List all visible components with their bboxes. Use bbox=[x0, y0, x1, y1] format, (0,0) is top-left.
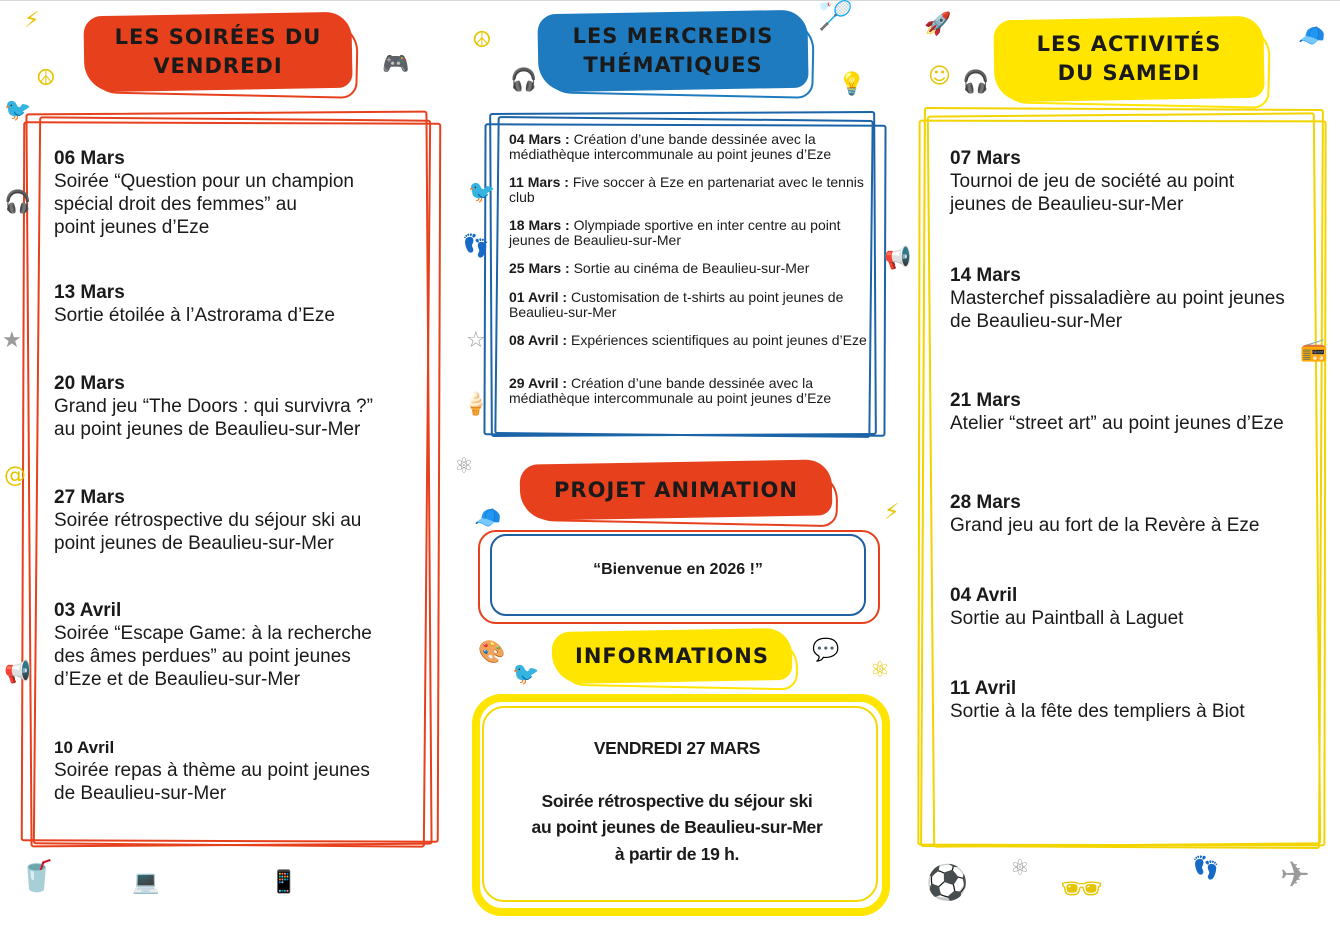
drink-icon: 🥤 bbox=[18, 859, 56, 894]
header-samedi bbox=[994, 18, 1264, 100]
header-projet-text: PROJET ANIMATION bbox=[554, 477, 798, 502]
event-date: 21 Mars bbox=[950, 390, 1021, 411]
event-text: Atelier “street art” au point jeunes d’Eze bbox=[950, 413, 1284, 434]
event-text: Soirée “Question pour un champion spécial droit des femmes” au point jeunes d’Eze bbox=[54, 171, 354, 238]
event-vendredi-3 bbox=[54, 372, 424, 441]
header-informations-text: INFORMATIONS bbox=[575, 643, 769, 668]
at-icon: @ bbox=[4, 463, 26, 488]
event-text: Création d’une bande dessinée avec la médiathèque intercommunale au point jeunes d’Eze bbox=[509, 131, 832, 162]
mp3-player-icon: 📻 bbox=[1300, 338, 1328, 363]
headphones-icon: 🎧 bbox=[962, 70, 990, 95]
header-projet bbox=[520, 462, 832, 518]
sunglasses-icon: 🕶 bbox=[1060, 869, 1104, 909]
event-text: Tournoi de jeu de société au point jeunes de Beaulieu-sur-Mer bbox=[950, 171, 1235, 215]
informations-date: VENDREDI 27 MARS bbox=[593, 738, 761, 758]
projet-text: “Bienvenue en 2026 !” bbox=[593, 561, 763, 578]
lightning-icon: ⚡ bbox=[884, 500, 900, 525]
event-date: 11 Mars : bbox=[509, 174, 569, 190]
cap-icon: 🧢 bbox=[1298, 24, 1326, 49]
informations-line-2: au point jeunes de Beaulieu-sur-Mer bbox=[531, 817, 823, 837]
event-vendredi-2 bbox=[54, 281, 424, 327]
speech-bubble-icon: 💬 bbox=[812, 638, 840, 663]
event-text: Soirée “Escape Game: à la recherche des âmes perdues” au point jeunes d’Eze et de Beaulieu-sur-Mer bbox=[54, 623, 372, 690]
headphones-icon: 🎧 bbox=[4, 190, 32, 215]
event-samedi-3 bbox=[950, 389, 1310, 435]
event-text: Sortie à la fête des templiers à Biot bbox=[950, 701, 1245, 722]
event-mercredi-2 bbox=[509, 175, 869, 204]
event-samedi-1 bbox=[950, 147, 1310, 216]
event-mercredi-6 bbox=[509, 333, 869, 348]
event-vendredi-1 bbox=[54, 147, 424, 239]
event-mercredi-1 bbox=[509, 132, 869, 161]
header-informations bbox=[552, 630, 792, 682]
event-text: Masterchef pissaladière au point jeunes de Beaulieu-sur-Mer bbox=[950, 288, 1285, 332]
bird-icon: 🐦 bbox=[512, 662, 540, 687]
informations-line-3: à partir de 19 h. bbox=[614, 844, 740, 864]
gamepad-icon: 🎮 bbox=[382, 52, 410, 77]
rocket-icon: 🚀 bbox=[924, 12, 952, 37]
header-mercredis-text: LES MERCREDIS THÉMATIQUES bbox=[572, 24, 774, 77]
informations-line-1: Soirée rétrospective du séjour ski bbox=[541, 791, 813, 811]
peace-icon: ☮ bbox=[472, 28, 492, 53]
event-samedi-4 bbox=[950, 491, 1310, 537]
badminton-icon: 🏸 bbox=[818, 0, 853, 32]
star-icon: ☆ bbox=[466, 328, 486, 353]
header-vendredi-text: LES SOIRÉES DU VENDREDI bbox=[114, 25, 322, 78]
event-date: 04 Mars : bbox=[509, 131, 570, 147]
event-text: Five soccer à Eze en partenariat avec le tennis club bbox=[509, 174, 864, 205]
event-text: Soirée rétrospective du séjour ski au point jeunes de Beaulieu-sur-Mer bbox=[54, 510, 362, 554]
top-rule bbox=[0, 0, 1340, 4]
event-date: 13 Mars bbox=[54, 282, 125, 303]
flip-flops-icon: 👣 bbox=[1192, 856, 1220, 881]
event-date: 28 Mars bbox=[950, 492, 1021, 513]
flip-flops-icon: 👣 bbox=[462, 234, 490, 259]
phone-icon: 📱 bbox=[270, 870, 298, 895]
event-text: Grand jeu au fort de la Revère à Eze bbox=[950, 515, 1260, 536]
peace-icon: ☮ bbox=[36, 66, 56, 91]
event-date: 10 Avril bbox=[54, 738, 115, 757]
lightning-icon: ⚡ bbox=[24, 8, 40, 33]
event-mercredi-3 bbox=[509, 218, 869, 247]
event-date: 18 Mars : bbox=[509, 217, 570, 233]
event-text: Customisation de t-shirts au point jeunes de Beaulieu-sur-Mer bbox=[509, 289, 844, 320]
event-text: Grand jeu “The Doors : qui survivra ?” au point jeunes de Beaulieu-sur-Mer bbox=[54, 396, 373, 440]
event-date: 08 Avril : bbox=[509, 332, 568, 348]
event-date: 07 Mars bbox=[950, 148, 1021, 169]
event-date: 11 Avril bbox=[950, 678, 1017, 699]
event-text: Olympiade sportive en inter centre au point jeunes de Beaulieu-sur-Mer bbox=[509, 217, 841, 248]
palette-icon: 🎨 bbox=[478, 640, 506, 665]
event-samedi-6 bbox=[950, 677, 1310, 723]
megaphone-icon: 📢 bbox=[4, 660, 32, 685]
event-text: Sortie étoilée à l’Astrorama d’Eze bbox=[54, 305, 335, 326]
header-mercredis bbox=[538, 12, 808, 90]
header-samedi-text: LES ACTIVITÉS DU SAMEDI bbox=[1036, 32, 1222, 85]
event-date: 20 Mars bbox=[54, 373, 125, 394]
paper-plane-icon: ✈ bbox=[1280, 855, 1311, 896]
star-icon: ★ bbox=[2, 328, 22, 353]
samedi-frame bbox=[922, 108, 1326, 854]
atom-icon: ⚛ bbox=[870, 658, 890, 683]
event-text: Création d’une bande dessinée avec la médiathèque intercommunale au point jeunes d’Eze bbox=[509, 375, 832, 406]
event-date: 14 Mars bbox=[950, 265, 1021, 286]
event-mercredi-5 bbox=[509, 290, 869, 319]
atom-icon: ⚛ bbox=[1010, 856, 1030, 881]
event-date: 04 Avril bbox=[950, 585, 1018, 606]
event-date: 29 Avril : bbox=[509, 375, 568, 391]
headphones-icon: 🎧 bbox=[510, 68, 538, 93]
event-text: Sortie au cinéma de Beaulieu-sur-Mer bbox=[569, 260, 810, 276]
event-vendredi-4 bbox=[54, 486, 424, 555]
event-date: 27 Mars bbox=[54, 487, 125, 508]
cap-icon: 🧢 bbox=[474, 506, 502, 531]
bird-icon: 🐦 bbox=[4, 98, 32, 123]
event-samedi-5 bbox=[950, 584, 1310, 630]
laptop-icon: 💻 bbox=[132, 870, 160, 895]
event-text: Expériences scientifiques au point jeunes d’Eze bbox=[567, 332, 867, 348]
header-vendredi bbox=[84, 14, 352, 90]
event-samedi-2 bbox=[950, 264, 1310, 333]
event-text: Sortie au Paintball à Laguet bbox=[950, 608, 1184, 629]
megaphone-icon: 📢 bbox=[884, 246, 912, 271]
soccer-ball-icon: ⚽ bbox=[926, 863, 969, 903]
bird-icon: 🐦 bbox=[468, 180, 496, 205]
event-vendredi-5 bbox=[54, 599, 424, 691]
event-date: 01 Avril : bbox=[509, 289, 568, 305]
event-date: 25 Mars : bbox=[509, 260, 570, 276]
event-text: Soirée repas à thème au point jeunes de Beaulieu-sur-Mer bbox=[54, 760, 370, 804]
atom-icon: ⚛ bbox=[454, 454, 474, 479]
smiley-icon: ☺ bbox=[928, 64, 951, 89]
event-date: 03 Avril bbox=[54, 600, 122, 621]
lightbulb-icon: 💡 bbox=[838, 72, 866, 97]
event-vendredi-6 bbox=[54, 736, 424, 805]
event-mercredi-4 bbox=[509, 261, 869, 276]
event-mercredi-7 bbox=[509, 376, 869, 405]
ice-cream-icon: 🍦 bbox=[462, 392, 490, 417]
event-date: 06 Mars bbox=[54, 148, 125, 169]
